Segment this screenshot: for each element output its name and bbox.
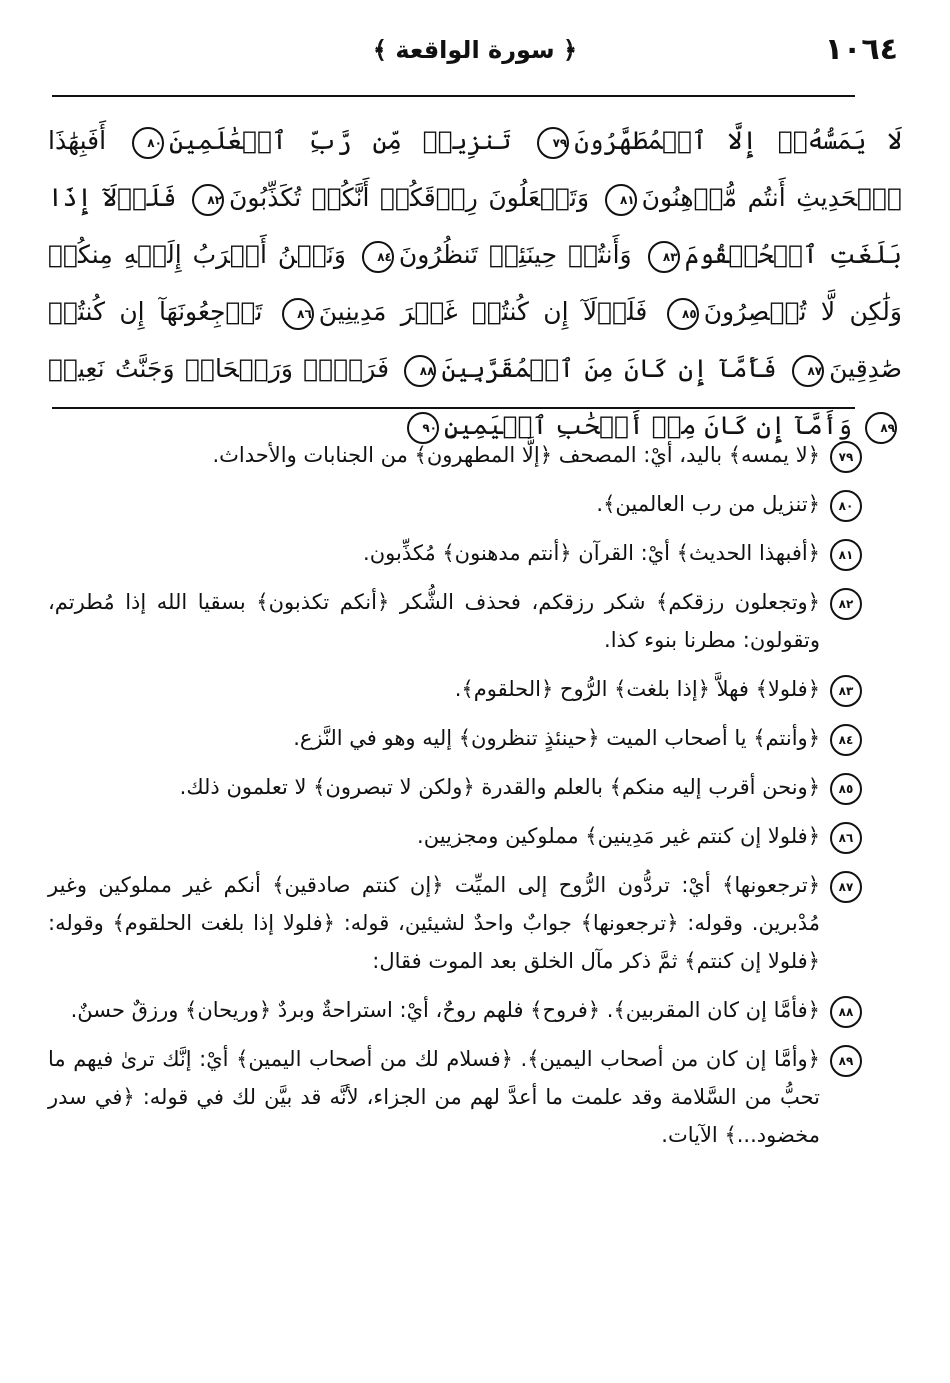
commentary-entry bbox=[48, 1040, 862, 1154]
commentary-entry bbox=[48, 670, 862, 708]
verse: تَرۡجِعُونَهَآ إِن كُنتُمۡ صَٰدِقِينَ٨٧ bbox=[48, 297, 902, 383]
verse-number-badge: ٨٠ bbox=[830, 490, 862, 522]
verse-number-marker: ٨٩ bbox=[865, 412, 897, 444]
verse-number-badge: ٨٨ bbox=[830, 996, 862, 1028]
verse-number-badge: ٨٥ bbox=[830, 773, 862, 805]
verse: وَتَجۡعَلُونَ رِزۡقَكُمۡ أَنَّكُمۡ تُكَذِّبُونَ٨٢ bbox=[187, 183, 589, 212]
verse-number-badge: ٨٧ bbox=[830, 871, 862, 903]
verse: أَفَبِهَٰذَا ٱلۡحَدِيثِ أَنتُم مُّدۡهِنُونَ٨١ bbox=[48, 126, 902, 212]
verse: وَنَحۡنُ أَقۡرَبُ إِلَيۡهِ مِنكُمۡ وَلَٰكِن لَّا تُبۡصِرُونَ٨٥ bbox=[48, 240, 902, 326]
commentary-entry bbox=[48, 485, 862, 523]
commentary-entry bbox=[48, 991, 862, 1029]
tafsir-commentary bbox=[48, 436, 862, 1165]
commentary-entry bbox=[48, 534, 862, 572]
verse: تَنزِيلٞ مِّن رَّبِّ ٱلۡعَٰلَمِينَ٨٠ bbox=[127, 126, 511, 155]
verse-number-marker: ٩٠ bbox=[407, 412, 439, 444]
verse: فَلَوۡلَآ إِن كُنتُمۡ غَيۡرَ مَدِينِينَ٨٦ bbox=[277, 297, 648, 326]
verse-number-marker: ٨٥ bbox=[667, 298, 699, 330]
verse: وَأَنتُمۡ حِينَئِذٖ تَنظُرُونَ٨٤ bbox=[357, 240, 632, 269]
verse-number-marker: ٨٨ bbox=[404, 355, 436, 387]
commentary-text: ﴿أفبهذا الحديث﴾ أيْ: القرآن ﴿أنتم مدهنون﴾ مُكذِّبون. bbox=[363, 541, 820, 565]
commentary-text: ﴿وأنتم﴾ يا أصحاب الميت ﴿حينئذٍ تنظرون﴾ إليه وهو في النَّزع. bbox=[293, 726, 820, 750]
verse-number-badge: ٨٩ bbox=[830, 1045, 862, 1077]
verse-number-marker: ٨٣ bbox=[648, 241, 680, 273]
quran-verses bbox=[48, 112, 903, 440]
header-divider bbox=[52, 95, 855, 97]
verse-number-badge: ٨٦ bbox=[830, 822, 862, 854]
commentary-text: ﴿فلولا إن كنتم غير مَدِينين﴾ مملوكين ومجزيين. bbox=[417, 824, 820, 848]
page-number: ١٠٦٤ bbox=[824, 32, 898, 67]
commentary-text: ﴿ترجعونها﴾ أيْ: تردُّون الرُّوح إلى الميِّت ﴿إن كنتم صادقين﴾ أنكم غير مملوكين وغير مُدْبرين. وقوله: ﴿ترجعونها﴾ جوابٌ واحدٌ لشيئين، قوله: ﴿فلولا إذا بلغت الحلقوم﴾ وقوله: ﴿فلولا إن كنتم﴾ ثمَّ ذكر مآل الخلق بعد الموت فقال: bbox=[48, 873, 820, 973]
commentary-entry bbox=[48, 436, 862, 474]
verse-number-marker: ٨٦ bbox=[282, 298, 314, 330]
commentary-text: ﴿وتجعلون رزقكم﴾ شكر رزقكم، فحذف الشُّكر ﴿أنكم تكذبون﴾ بسقيا الله إذا مُطرتم، وتقولون: مطرنا بنوء كذا. bbox=[48, 590, 820, 652]
verse: فَرَوۡحٞ وَرَيۡحَانٞ وَجَنَّتُ نَعِيمٖ٨٩ bbox=[48, 354, 902, 440]
verse-number-marker: ٨٢ bbox=[192, 184, 224, 216]
commentary-entry bbox=[48, 719, 862, 757]
verse-number-marker: ٨٤ bbox=[362, 241, 394, 273]
page-header bbox=[52, 30, 898, 74]
verse: فَأَمَّآ إِن كَانَ مِنَ ٱلۡمُقَرَّبِينَ٨٨ bbox=[399, 354, 776, 383]
verse-number-marker: ٧٩ bbox=[537, 127, 569, 159]
verse-number-marker: ٨٠ bbox=[132, 127, 164, 159]
verse-number-badge: ٨٤ bbox=[830, 724, 862, 756]
verse-number-badge: ٨٣ bbox=[830, 675, 862, 707]
verse: فَلَوۡلَآ إِذَا بَلَغَتِ ٱلۡحُلۡقُومَ٨٣ bbox=[48, 183, 902, 269]
verse-number-marker: ٨١ bbox=[605, 184, 637, 216]
section-divider bbox=[52, 407, 855, 409]
commentary-text: ﴿ونحن أقرب إليه منكم﴾ بالعلم والقدرة ﴿ولكن لا تبصرون﴾ لا تعلمون ذلك. bbox=[179, 775, 820, 799]
commentary-text: ﴿لا يمسه﴾ باليد، أيْ: المصحف ﴿إلَّا المطهرون﴾ من الجنابات والأحداث. bbox=[212, 443, 820, 467]
commentary-entry bbox=[48, 768, 862, 806]
commentary-text: ﴿وأمَّا إن كان من أصحاب اليمين﴾. ﴿فسلام لك من أصحاب اليمين﴾ أيْ: إنَّك ترىٰ فيهم ما تحبُّ من السَّلامة وقد علمت ما أعدَّ لهم من الجزاء، لأنَّه قد بيَّن لك في قوله: ﴿في سدر مخضود...﴾ الآيات. bbox=[48, 1047, 820, 1147]
commentary-entry bbox=[48, 866, 862, 980]
commentary-entry bbox=[48, 817, 862, 855]
verse-number-badge: ٨٢ bbox=[830, 588, 862, 620]
commentary-text: ﴿تنزيل من رب العالمين﴾. bbox=[596, 492, 820, 516]
verse-number-badge: ٨١ bbox=[830, 539, 862, 571]
commentary-text: ﴿فلولا﴾ فهلاَّ ﴿إذا بلغت﴾ الرُّوح ﴿الحلقوم﴾. bbox=[454, 677, 820, 701]
verse-number-marker: ٨٧ bbox=[792, 355, 824, 387]
commentary-text: ﴿فأمَّا إن كان المقربين﴾. ﴿فروح﴾ فلهم روحٌ، أيْ: استراحةٌ وبردٌ ﴿وريحان﴾ ورزقٌ حسنٌ. bbox=[70, 998, 820, 1022]
surah-title: ﴿ سورة الواقعة ﴾ bbox=[372, 36, 578, 64]
verse-number-badge: ٧٩ bbox=[830, 441, 862, 473]
verse: لَا يَمَسُّهُۥٓ إِلَّا ٱلۡمُطَهَّرُونَ٧٩ bbox=[532, 126, 902, 155]
verse: وَأَمَّآ إِن كَانَ مِنۡ أَصۡحَٰبِ ٱلۡيَمِينِ٩٠ bbox=[402, 411, 852, 440]
commentary-entry bbox=[48, 583, 862, 659]
